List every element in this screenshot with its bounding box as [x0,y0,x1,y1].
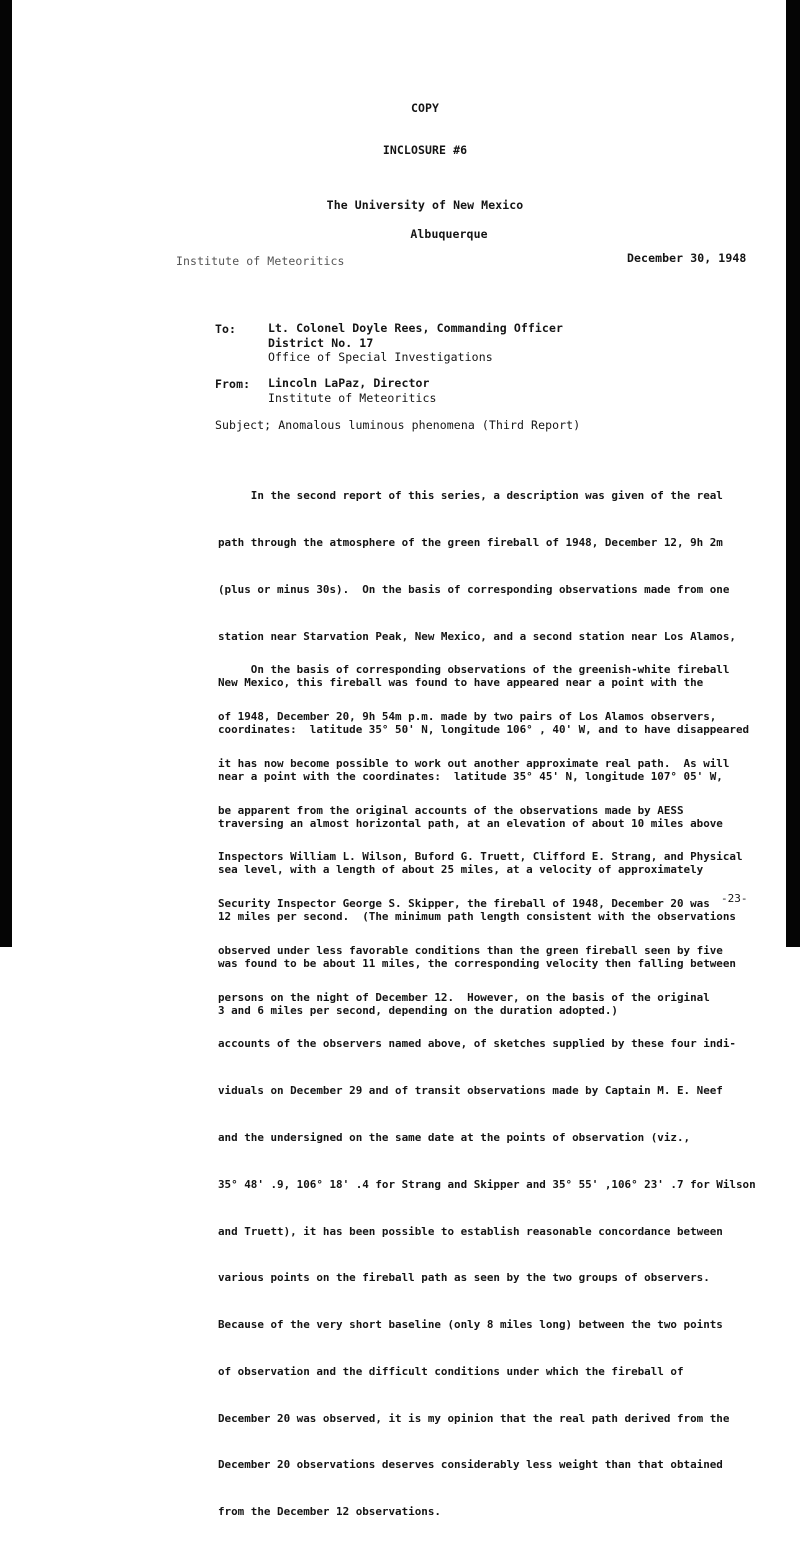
to-label: To: [215,322,237,336]
text-line: (plus or minus 30s). On the basis of corresponding observations made from one [218,582,730,596]
scan-border-left [0,0,12,947]
text-line: Security Inspector George S. Skipper, the fireball of 1948, December 20 was [218,897,710,911]
text-line: persons on the night of December 12. However, on the basis of the original [218,990,710,1004]
text-line: In the second report of this series, a description was given of the real [218,489,723,503]
text-line: Inspectors William L. Wilson, Buford G. Truett, Clifford E. Strang, and Physical [218,850,743,864]
from-label: From: [215,377,251,391]
subject-line: Subject; Anomalous luminous phenomena (Third Report) [215,418,581,432]
text-line: path through the atmosphere of the green fireball of 1948, December 12, 9h 2m [218,535,723,549]
enclosure-heading: INCLOSURE #6 [382,143,468,157]
text-line: viduals on December 29 and of transit observations made by Captain M. E. Neef [218,1084,723,1098]
text-line: Because of the very short baseline (only 8 miles long) between the two points [218,1318,723,1332]
text-line: observed under less favorable conditions than the green fireball seen by five [218,943,723,957]
text-line: be apparent from the original accounts of the observations made by AESS [218,803,684,817]
document-page [16,0,784,1519]
paragraph-2 [218,631,756,1551]
text-line: of 1948, December 20, 9h 54m p.m. made by two pairs of Los Alamos observers, [218,709,717,723]
scan-border-right [786,0,800,947]
text-line: various points on the fireball path as seen by the two groups of observers. [218,1271,710,1285]
text-line: New Mexico, this fireball was found to have appeared near a point with the [218,676,704,690]
text-line: coordinates: latitude 35° 50' N, longitude 106° , 40' W, and to have disappeared [218,723,750,737]
page-number: -23- [721,892,748,905]
letter-date: December 30, 1948 [627,251,747,265]
to-line-1: Lt. Colonel Doyle Rees, Commanding Officer [268,321,563,335]
text-line: 35° 48' .9, 106° 18' .4 for Strang and Skipper and 35° 55' ,106° 23' .7 for Wilson [218,1177,756,1191]
text-line: December 20 observations deserves considerably less weight than that obtained [218,1458,723,1472]
text-line: station near Starvation Peak, New Mexico, and a second station near Los Alamos, [218,629,736,643]
text-line: from the December 12 observations. [218,1505,441,1519]
from-line-2: Institute of Meteoritics [268,391,437,405]
copy-heading: COPY [410,101,440,115]
from-line-1: Lincoln LaPaz, Director [268,376,430,390]
text-line: was found to be about 11 miles, the corresponding velocity then falling between [218,957,736,970]
text-line: 3 and 6 miles per second, depending on the duration adopted.) [218,1003,618,1017]
text-line: near a point with the coordinates: latitude 35° 45' N, longitude 107° 05' W, [218,769,723,783]
text-line: 12 miles per second. (The minimum path length consistent with the observations [218,910,736,924]
text-line: it has now become possible to work out another approximate real path. As will [218,756,730,770]
institute-name: Institute of Meteoritics [176,254,345,268]
text-line: accounts of the observers named above, of sketches supplied by these four indi- [218,1037,736,1051]
to-line-3: Office of Special Investigations [268,350,493,364]
text-line: and Truett), it has been possible to establish reasonable concordance between [218,1224,723,1238]
university-name: The University of New Mexico [326,198,524,212]
text-line: of observation and the difficult conditions under which the fireball of [218,1364,684,1378]
city-name: Albuquerque [410,227,488,241]
text-line: December 20 was observed, it is my opinion that the real path derived from the [218,1411,730,1425]
to-line-2: District No. 17 [268,336,374,350]
text-line: On the basis of corresponding observations of the greenish-white fireball [218,663,730,677]
text-line: and the undersigned on the same date at the points of observation (viz., [218,1131,691,1144]
text-line: traversing an almost horizontal path, at an elevation of about 10 miles above [218,816,723,830]
text-line: sea level, with a length of about 25 miles, at a velocity of approximately [218,863,704,877]
